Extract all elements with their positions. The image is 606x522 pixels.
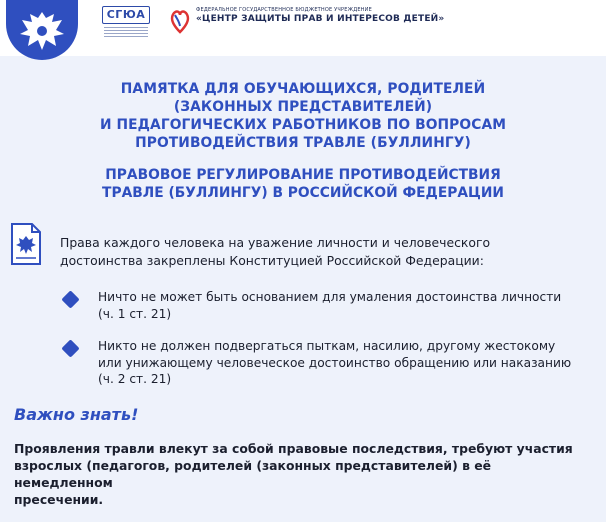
page-subtitle: ПРАВОВОЕ РЕГУЛИРОВАНИЕ ПРОТИВОДЕЙСТВИЯ ТРАВЛЕ (БУЛЛИНГУ) В РОССИЙСКОЙ ФЕДЕРАЦИИ	[102, 167, 504, 201]
list-item-text: Никто не должен подвергаться пыткам, насилию, другому жестокому или унижающему человеческое достоинство обращению или наказанию (ч. 2 ст. 21)	[98, 339, 572, 386]
important-text: Проявления травли влекут за собой правовые последствия, требуют участия взрослых (педагогов, родителей (законных представителей) в её немедленном пресечении.	[14, 441, 573, 507]
header-bar	[0, 0, 606, 56]
sgua-logo-caption	[104, 27, 148, 37]
center-org-title: «ЦЕНТР ЗАЩИТЫ ПРАВ И ИНТЕРЕСОВ ДЕТЕЙ»	[196, 14, 445, 24]
title-block	[40, 80, 566, 202]
diamond-bullet-icon	[61, 339, 79, 357]
intro-text: Права каждого человека на уважение личности и человеческого достоинства закреплены Конституцией Российской Федерации:	[60, 235, 491, 268]
center-org-name	[196, 7, 444, 24]
diamond-bullet-icon	[61, 290, 79, 308]
sgua-logo	[100, 6, 152, 42]
heart-hands-logo-icon	[168, 6, 192, 34]
document-emblem-icon	[8, 222, 44, 266]
eagle-emblem-icon	[6, 0, 78, 60]
center-org-small: ФЕДЕРАЛЬНОЕ ГОСУДАРСТВЕННОЕ БЮДЖЕТНОЕ УЧРЕЖДЕНИЕ	[196, 7, 372, 13]
page-title: ПАМЯТКА ДЛЯ ОБУЧАЮЩИХСЯ, РОДИТЕЛЕЙ (ЗАКОННЫХ ПРЕДСТАВИТЕЛЕЙ) И ПЕДАГОГИЧЕСКИХ РАБОТНИКОВ ПО ВОПРОСАМ ПРОТИВОДЕЙСТВИЯ ТРАВЛЕ (БУЛЛИНГУ)	[99, 81, 507, 151]
list-item-text: Ничто не может быть основанием для умаления достоинства личности (ч. 1 ст. 21)	[98, 290, 562, 321]
sgua-logo-text: СГЮА	[102, 6, 150, 24]
important-heading: Важно знать!	[14, 405, 139, 424]
